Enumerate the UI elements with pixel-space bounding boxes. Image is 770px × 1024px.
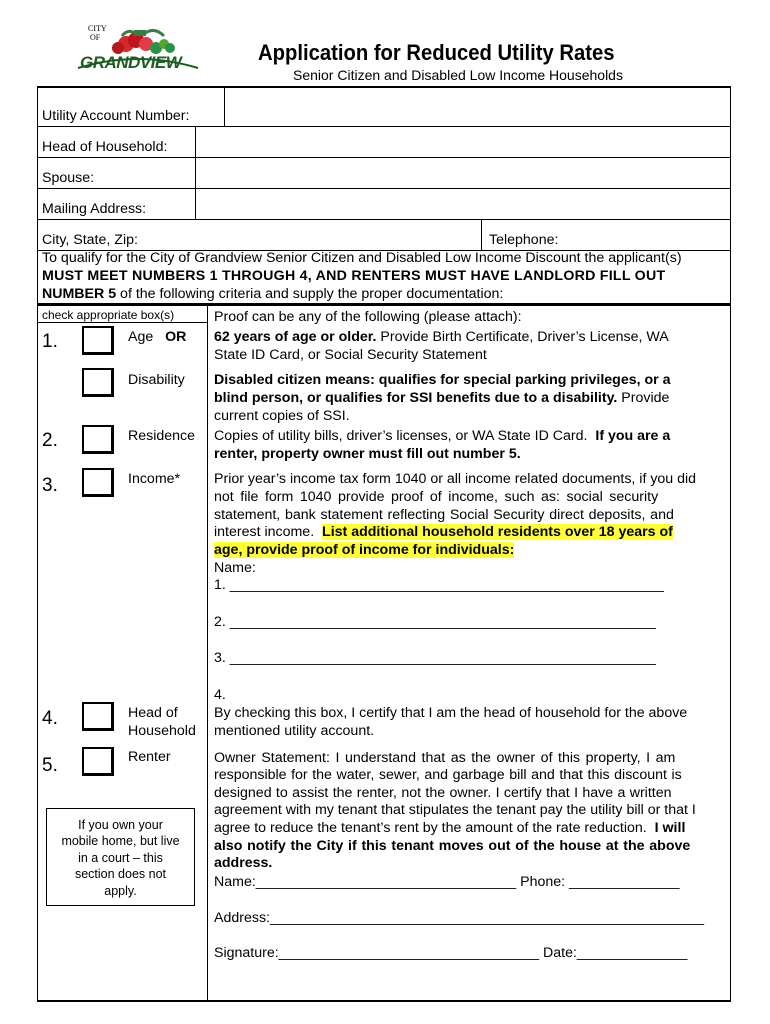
income-proof-line-5 [214,542,514,559]
row-divider [37,126,731,127]
owner-statement-line-1: Owner Statement: I understand that as the owner of this property, I am [214,750,676,766]
criterion-number-1: 1. [42,331,58,352]
criteria-left-border [37,251,38,1001]
logo-city-text: CITY [88,24,107,33]
residence-label: Residence [128,428,196,444]
mailing-address-label: Mailing Address: [42,201,147,217]
criterion-number-4: 4. [42,708,58,729]
head-of-household-field[interactable] [197,128,729,155]
residence-proof-line-1 [214,428,670,445]
owner-statement-text: agree to reduce the tenant’s rent by the amount of the rate reduction. [214,820,647,836]
income-proof-line-3: statement, bank statement reflecting Social Security direct deposits, and [214,507,674,523]
mobile-home-note-line-4: section does not [74,867,167,882]
mailing-address-field[interactable] [197,190,729,217]
head-of-household-checkbox[interactable] [82,702,114,731]
page-subtitle: Senior Citizen and Disabled Low Income Households [293,67,623,83]
age-proof-line-2: State ID Card, or Social Security Statement [214,347,487,363]
disability-label: Disability [128,372,185,388]
renter-checkbox[interactable] [82,747,114,776]
income-proof-line-4 [214,524,673,541]
spouse-label: Spouse: [42,170,95,186]
owner-statement-line-6: also notify the City if this tenant moves out of the house at the above [214,838,691,854]
household-name-line-1[interactable]: 1. _______________________________________________________ [214,577,664,593]
owner-statement-line-5 [214,820,685,837]
residence-checkbox[interactable] [82,425,114,454]
residence-proof-bold: If you are a [595,428,671,444]
head-of-household-label: Head of Household: [42,139,168,155]
income-highlight-1: List additional household residents over 18 years of [322,524,673,540]
name-divider [195,126,196,219]
owner-statement-line-2: responsible for the water, sewer, and garbage bill and that this discount is [214,767,682,783]
check-boxes-header: check appropriate box(s) [42,308,175,322]
disability-checkbox[interactable] [82,368,114,397]
residence-proof-text: Copies of utility bills, driver’s licenses, or WA State ID Card. [214,428,588,444]
age-label-text: Age [128,329,154,345]
telephone-field[interactable] [566,221,729,248]
row-divider [37,157,731,158]
mobile-home-note-line-5: apply. [104,883,137,898]
household-name-line-4[interactable]: 4. [214,687,226,703]
head-of-household-statement-2: mentioned utility account. [214,723,375,739]
owner-name-phone-line[interactable]: Name:_________________________________ Phone: ______________ [214,874,680,890]
intro-line-1: To qualify for the City of Grandview Senior Citizen and Disabled Low Income Discount the applicant(s) [42,250,682,266]
disability-proof-line-1: Disabled citizen means: qualifies for special parking privileges, or a [214,372,671,388]
intro-line-3-rest: of the following criteria and supply the proper documentation: [116,286,504,302]
owner-signature-date-line[interactable]: Signature:_________________________________ Date:______________ [214,945,688,961]
mobile-home-note-line-3: in a court – this [78,850,163,865]
telephone-label: Telephone: [489,232,559,248]
head-of-household-criterion-label-1: Head of [128,705,178,721]
mobile-home-note-line-1: If you own your [78,818,163,832]
criterion-number-2: 2. [42,430,58,451]
criteria-right-border [730,303,731,1001]
income-proof-text: interest income. [214,524,315,540]
form-right-border [730,86,731,308]
criterion-number-3: 3. [42,475,58,496]
age-label [128,329,186,346]
disability-proof-bold: blind person, or qualifies for SSI benefits due to a disability. [214,390,618,406]
or-label: OR [165,329,187,345]
income-proof-line-2: not file form 1040 provide proof of income, such as: social security [214,489,659,505]
income-proof-line-1: Prior year’s income tax form 1040 or all income related documents, if you did [214,471,697,487]
criteria-column-divider [207,306,208,1001]
account-number-label: Utility Account Number: [42,108,190,124]
age-proof-line-1 [214,329,669,346]
income-highlight-2: age, provide proof of income for individuals: [214,542,515,558]
proof-header: Proof can be any of the following (please attach): [214,309,522,325]
page-title: Application for Reduced Utility Rates [258,40,615,65]
owner-statement-bold: I will [654,820,686,836]
renter-label: Renter [128,749,171,765]
household-name-line-2[interactable]: 2. ______________________________________________________ [214,614,656,630]
household-name-line-3[interactable]: 3. ______________________________________________________ [214,650,656,666]
criteria-bottom-border [37,1000,731,1002]
age-checkbox[interactable] [82,326,114,355]
account-number-field[interactable] [226,88,729,125]
intro-line-3 [42,286,503,303]
form-left-border [37,86,38,251]
head-of-household-statement-1: By checking this box, I certify that I am the head of household for the above [214,705,688,721]
criteria-top-border [37,303,731,306]
criterion-number-5: 5. [42,755,58,776]
logo-grandview-text: GRANDVIEW [80,53,182,72]
owner-statement-line-3: designed to assist the renter, not the owner. I certify that I have a written [214,785,672,801]
disability-proof-line-3: current copies of SSI. [214,408,350,424]
household-name-label: Name: [214,560,256,576]
city-state-zip-label: City, State, Zip: [42,232,138,248]
owner-address-line[interactable]: Address:_______________________________________________________ [214,910,704,926]
income-label: Income* [128,471,181,487]
head-of-household-criterion-label-2: Household [128,723,196,739]
intro-line-2: MUST MEET NUMBERS 1 THROUGH 4, AND RENTERS MUST HAVE LANDLORD FILL OUT [42,268,666,284]
account-divider [224,86,225,126]
age-proof-rest: Provide Birth Certificate, Driver’s License, WA [376,329,669,345]
intro-number-5: NUMBER 5 [42,286,117,302]
age-proof-bold: 62 years of age or older. [214,329,377,345]
mobile-home-note [46,808,195,906]
row-divider [37,188,731,189]
residence-proof-line-2: renter, property owner must fill out number 5. [214,446,521,462]
mobile-home-note-line-2: mobile home, but live [61,834,180,849]
income-checkbox[interactable] [82,468,114,497]
owner-statement-line-4: agreement with my tenant that stipulates the tenant pay the utility bill or that I [214,802,696,818]
row-divider [37,219,731,220]
disability-proof-rest: Provide [617,390,670,406]
telephone-divider [481,219,482,251]
owner-statement-line-7: address. [214,855,273,871]
disability-proof-line-2 [214,390,669,407]
logo-of-text: OF [90,33,101,42]
city-state-zip-field[interactable] [150,221,478,248]
city-logo [74,10,202,76]
spouse-field[interactable] [197,159,729,186]
